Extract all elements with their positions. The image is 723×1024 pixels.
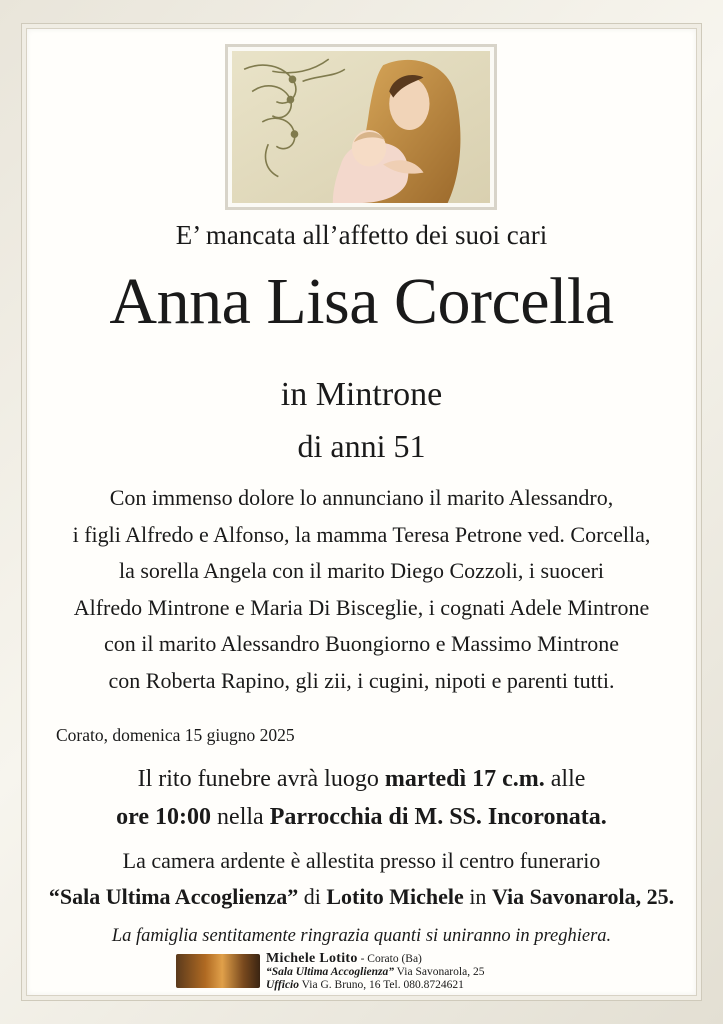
- deceased-name: Anna Lisa Corcella: [109, 265, 614, 338]
- rite-line-2: [26, 798, 697, 836]
- announcement-line: con il marito Alessandro Buongiorno e Massimo Mintrone: [103, 631, 620, 656]
- camera-text: in: [463, 884, 492, 909]
- thanks-line: La famiglia sentitamente ringrazia quanti si uniranno in preghiera.: [111, 926, 612, 946]
- funeral-home-name: “Sala Ultima Accoglienza”: [48, 884, 299, 909]
- announcement-line: con Roberta Rapino, gli zii, i cugini, nipoti e parenti tutti.: [108, 667, 615, 693]
- agency-sala: “Sala Ultima Accoglienza”: [266, 966, 394, 978]
- announcement-line: Alfredo Mintrone e Maria Di Bisceglie, i cognati Adele Mintrone: [73, 594, 650, 620]
- madonna-and-child-picture: [232, 51, 490, 203]
- camera-text: di: [298, 884, 327, 909]
- announcement-block: [26, 480, 697, 699]
- rite-line-1: [26, 760, 697, 798]
- agency-city: - Corato (Ba): [357, 953, 422, 965]
- rite-text: Il rito funebre avrà luogo: [137, 766, 385, 792]
- funeral-home-address: Via Savonarola, 25.: [491, 884, 675, 909]
- agency-sala-address: Via Savonarola, 25: [394, 966, 485, 978]
- camera-line-2: [26, 879, 697, 915]
- agency-logo-image: [176, 954, 260, 988]
- camera-line-1: La camera ardente è allestita presso il centro funerario: [122, 848, 601, 873]
- funeral-director: Lotito Michele: [326, 884, 464, 909]
- funeral-home-block: [26, 843, 697, 915]
- announcement-line: la sorella Angela con il marito Diego Cozzoli, i suoceri: [118, 558, 605, 583]
- madonna-and-child-image: [225, 44, 497, 210]
- announcement-line: Con immenso dolore lo annunciano il marito Alessandro,: [109, 485, 614, 510]
- place-date: Corato, domenica 15 giugno 2025: [56, 725, 295, 745]
- footer-funeral-agency: [176, 952, 556, 992]
- rite-text: alle: [544, 766, 586, 792]
- announcement-line: i figli Alfredo e Alfonso, la mamma Teresa Petrone ved. Corcella,: [72, 521, 651, 547]
- age-line: di anni 51: [297, 428, 426, 464]
- funeral-rite-block: [26, 760, 697, 836]
- married-name: in Mintrone: [280, 376, 443, 413]
- rite-date: martedì 17 c.m.: [384, 766, 545, 792]
- rite-time: ore 10:00: [116, 804, 212, 830]
- agency-details: [266, 952, 566, 992]
- intro-line: E’ mancata all’affetto dei suoi cari: [175, 220, 548, 250]
- agency-name: Michele Lotito: [266, 951, 358, 966]
- agency-office-label: Ufficio: [266, 979, 300, 991]
- agency-office-address: Via G. Bruno, 16 Tel. 080.8724621: [299, 979, 464, 991]
- rite-text: nella: [211, 804, 270, 830]
- rite-church: Parrocchia di M. SS. Incoronata.: [269, 804, 607, 830]
